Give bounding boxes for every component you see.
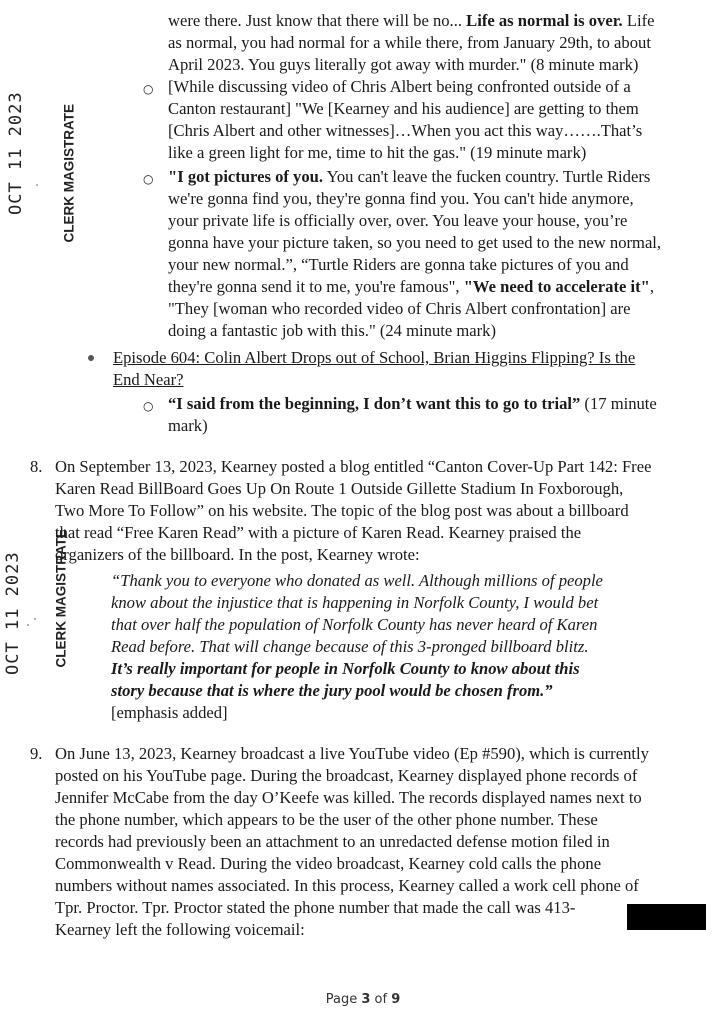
page-label: Page: [325, 992, 362, 1007]
scan-speck: [36, 184, 38, 186]
blog-quote-emphasis: It’s really important for people in Norfolk County to know about this: [111, 659, 580, 678]
blog-quote-line: know about the injustice that is happening in Norfolk County, I would bet: [111, 593, 599, 612]
bullet-line: Canton restaurant] "We [Kearney and his audience] are getting to them: [168, 99, 639, 118]
bullet-line: doing a fantastic job with this." (24 minute mark): [168, 321, 496, 340]
bullet-text: You can't leave the fucken country. Turtle Riders: [323, 167, 651, 186]
bullet-dot-icon: [88, 355, 94, 361]
emphasized-text: "We need to accelerate it": [463, 277, 650, 296]
clerk-magistrate-stamp: CLERK MAGISTRATE: [61, 104, 77, 243]
bullet-line: gonna have your picture taken, so you need to get used to the new normal,: [168, 233, 662, 252]
paragraph-line: Two More To Follow” on his website. The topic of the blog post was about a billboard: [55, 501, 629, 520]
emphasized-text: Life as normal is over.: [466, 11, 623, 30]
paragraph-line: posted on his YouTube page. During the broadcast, Kearney displayed phone records of: [55, 766, 638, 785]
page-of-label: of: [370, 992, 392, 1007]
paragraph-line: On September 13, 2023, Kearney posted a blog entitled “Canton Cover-Up Part 142: Free: [55, 457, 652, 476]
clerk-magistrate-stamp: CLERK MAGISTRATE: [53, 529, 69, 668]
episode-title-link[interactable]: End Near?: [113, 370, 184, 389]
paragraph-line: numbers without names associated. In this process, Kearney called a work cell phone of: [55, 876, 639, 895]
circle-bullet-icon: ○: [143, 172, 154, 186]
redaction-block: [627, 904, 706, 930]
scan-speck: [27, 624, 29, 626]
emphasized-text: "I got pictures of you.: [168, 167, 324, 186]
quote-text: Life: [622, 11, 655, 30]
paragraph-line: Jennifer McCabe from the day O’Keefe was killed. The records displayed names next to: [55, 788, 642, 807]
bullet-line: [168, 166, 650, 188]
blog-quote-line: that over half the population of Norfolk County has never heard of Karen: [111, 615, 598, 634]
total-pages-number: 9: [391, 992, 401, 1007]
filing-date-stamp: OCT 11 2023: [3, 551, 23, 675]
paragraph-line: Tpr. Proctor. Tpr. Proctor stated the phone number that made the call was 413-: [55, 898, 576, 917]
bullet-line: [168, 276, 654, 298]
bullet-line: your private life is officially over, over. You leave your house, you’re: [168, 211, 628, 230]
circle-bullet-icon: ○: [143, 399, 154, 413]
circle-bullet-icon: ○: [143, 82, 154, 96]
bullet-text: ,: [649, 277, 654, 296]
quote-text: were there. Just know that there will be no...: [168, 11, 467, 30]
episode-title-link[interactable]: Episode 604: Colin Albert Drops out of School, Brian Higgins Flipping? Is the: [113, 348, 636, 367]
bullet-line: [Chris Albert and other witnesses]…When you act this way…….That’s: [168, 121, 643, 140]
paragraph-line: that read “Free Karen Read” with a picture of Karen Read. Kearney praised the: [55, 523, 582, 542]
scan-speck: [34, 618, 36, 620]
paragraph-line: Commonwealth v Read. During the video broadcast, Kearney cold calls the phone: [55, 854, 602, 873]
filing-date-stamp: OCT 11 2023: [6, 91, 26, 215]
paragraph-line: Kearney left the following voicemail:: [55, 920, 305, 939]
blog-quote-line: Read before. That will change because of this 3-pronged billboard blitz.: [111, 637, 589, 656]
quote-line: April 2023. You guys literally got away with murder." (8 minute mark): [168, 55, 639, 74]
bullet-line: mark): [168, 416, 208, 435]
bullet-line: [While discussing video of Chris Albert being confronted outside of a: [168, 77, 631, 96]
blog-quote-line: “Thank you to everyone who donated as well. Although millions of people: [111, 571, 603, 590]
paragraph-line: records had previously been an attachment to an unredacted defense motion filed in: [55, 832, 610, 851]
quote-line: as normal, you had normal for a while there, from January 29th, to about: [168, 33, 651, 52]
paragraph-line: On June 13, 2023, Kearney broadcast a live YouTube video (Ep #590), which is currently: [55, 744, 649, 763]
bullet-line: your new normal.”, “Turtle Riders are gonna take pictures of you and: [168, 255, 629, 274]
current-page-number: 3: [361, 992, 371, 1007]
bullet-text: (17 minute: [580, 394, 657, 413]
bullet-text: they're gonna send it to me, you're famous",: [168, 277, 464, 296]
bullet-line: like a green light for me, time to hit the gas." (19 minute mark): [168, 143, 587, 162]
paragraph-number: 9.: [30, 744, 43, 763]
bullet-line: [168, 393, 657, 415]
bullet-line: "They [woman who recorded video of Chris Albert confrontation] are: [168, 299, 631, 318]
paragraph-line: the phone number, which appears to be the user of the other phone number. These: [55, 810, 598, 829]
bullet-line: we're gonna find you, they're gonna find you. You can't hide anymore,: [168, 189, 634, 208]
emphasized-text: “I said from the beginning, I don’t want this to go to trial”: [168, 394, 581, 413]
blog-quote-emphasis: story because that is where the jury pool would be chosen from.”: [111, 681, 553, 700]
page-footer: [0, 992, 726, 1007]
paragraph-line: organizers of the billboard. In the post, Kearney wrote:: [55, 545, 420, 564]
emphasis-note: [emphasis added]: [111, 703, 228, 722]
quote-line: [168, 10, 655, 32]
paragraph-number: 8.: [30, 457, 43, 476]
paragraph-line: Karen Read BillBoard Goes Up On Route 1 Outside Gillette Stadium In Foxborough,: [55, 479, 624, 498]
